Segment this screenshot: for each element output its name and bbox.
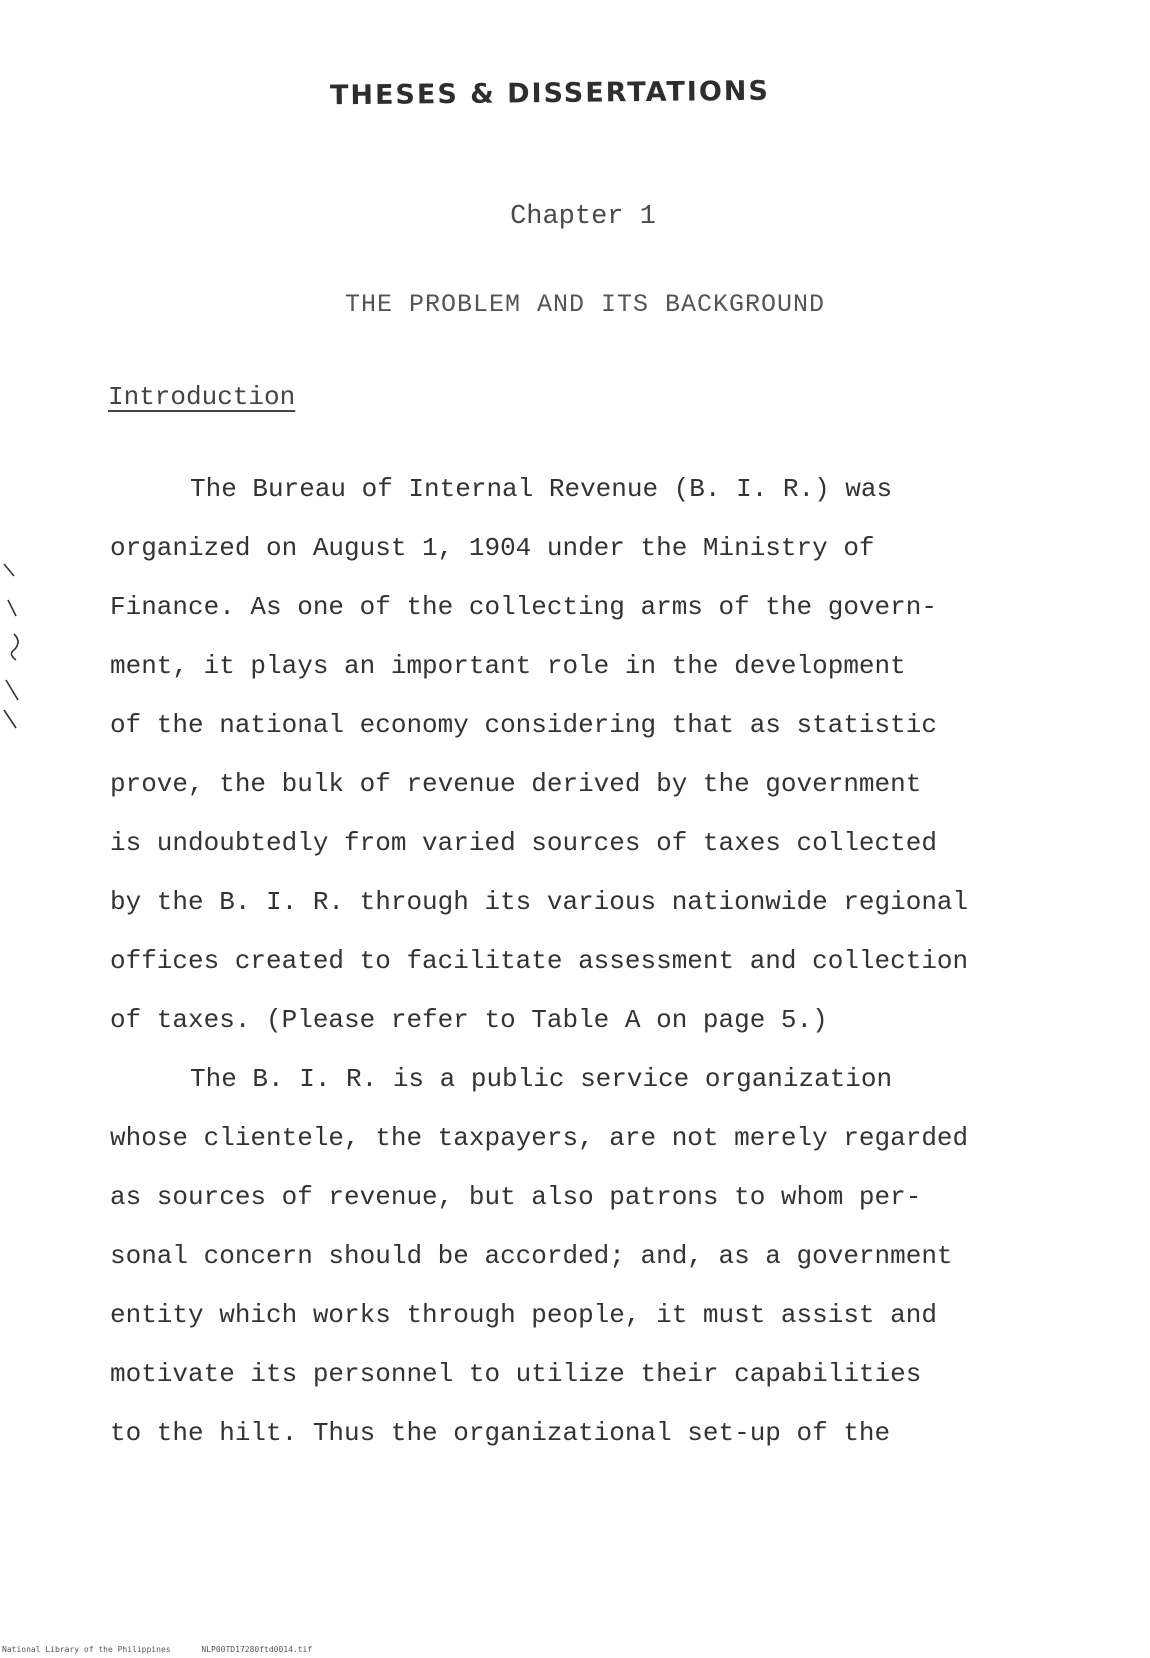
footer-file-name: NLP00TD17280ftd0014.tif — [201, 1645, 313, 1654]
paragraph-line: to the hilt. Thus the organizational set-up of the — [110, 1418, 891, 1448]
paragraph-line: of the national economy considering that as statistic — [110, 710, 937, 740]
body-text — [110, 460, 1030, 1463]
paragraph-line: The Bureau of Internal Revenue (B. I. R.) was — [190, 474, 893, 504]
paragraph-line: offices created to facilitate assessment and collection — [110, 946, 969, 976]
paragraph-line: motivate its personnel to utilize their capabilities — [110, 1359, 922, 1389]
paragraph-1 — [110, 460, 1030, 1050]
paragraph-line: is undoubtedly from varied sources of taxes collected — [110, 828, 937, 858]
handwritten-margin-mark — [0, 560, 40, 760]
paragraph-line: as sources of revenue, but also patrons to whom per- — [110, 1182, 922, 1212]
theses-dissertations-stamp: THESES & DISSERTATIONS — [329, 75, 771, 112]
chapter-title: THE PROBLEM AND ITS BACKGROUND — [344, 290, 826, 319]
paragraph-line: entity which works through people, it must assist and — [110, 1300, 937, 1330]
footer-library-name: National Library of the Philippines — [2, 1645, 171, 1654]
paragraph-line: The B. I. R. is a public service organization — [190, 1064, 893, 1094]
paragraph-line: of taxes. (Please refer to Table A on page 5.) — [110, 1005, 828, 1035]
paragraph-2 — [110, 1050, 1030, 1463]
paragraph-line: ment, it plays an important role in the development — [110, 651, 906, 681]
paragraph-line: prove, the bulk of revenue derived by the government — [110, 769, 922, 799]
scan-footer — [2, 1645, 312, 1654]
paragraph-line: sonal concern should be accorded; and, as a government — [110, 1241, 953, 1271]
paragraph-line: Finance. As one of the collecting arms of the govern- — [110, 592, 937, 622]
paragraph-line: organized on August 1, 1904 under the Ministry of — [110, 533, 875, 563]
chapter-number: Chapter 1 — [510, 202, 656, 232]
paragraph-line: by the B. I. R. through its various nationwide regional — [110, 887, 969, 917]
paragraph-line: whose clientele, the taxpayers, are not merely regarded — [110, 1123, 969, 1153]
section-heading-introduction: Introduction — [108, 382, 296, 412]
